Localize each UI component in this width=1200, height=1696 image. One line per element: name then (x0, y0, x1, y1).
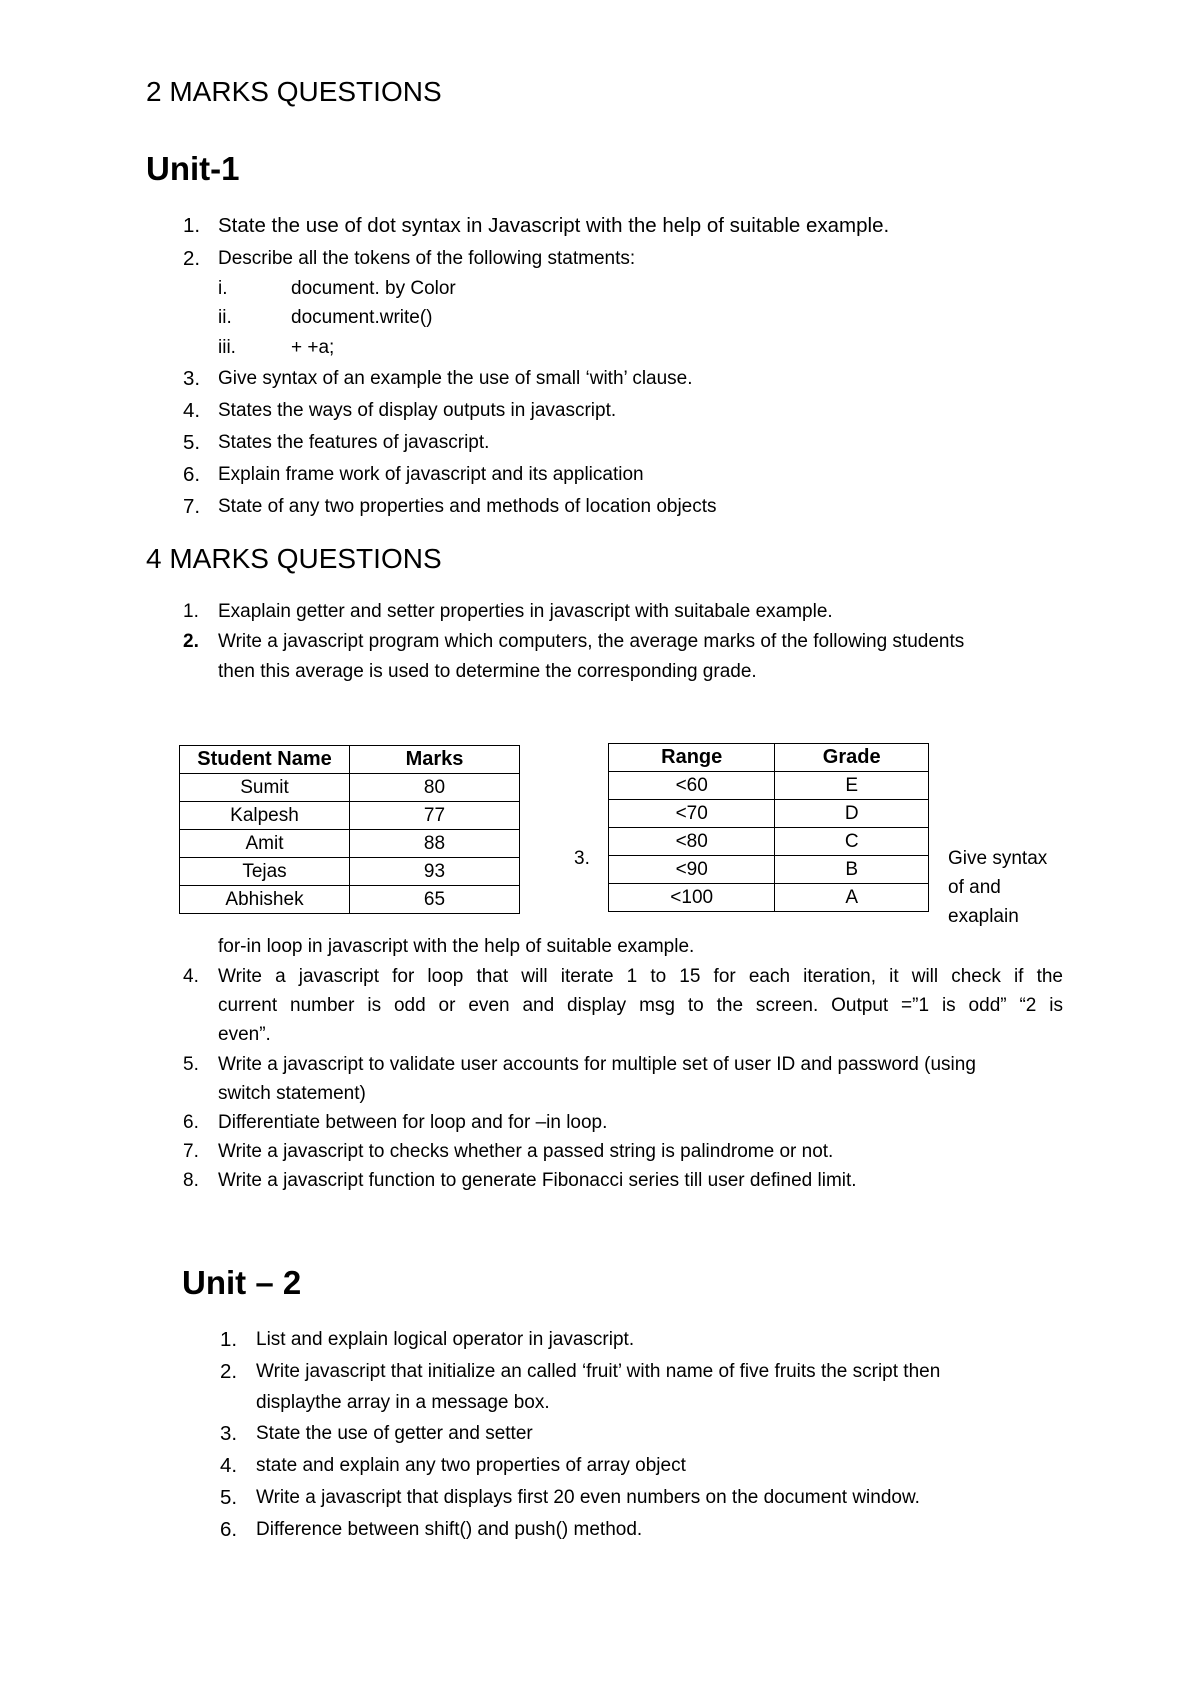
table-cell: <70 (609, 800, 775, 828)
table-cell: E (775, 772, 929, 800)
table-cell: 77 (350, 802, 520, 830)
two-marks-question-7: 7. State of any two properties and methods of location objects (183, 495, 717, 518)
table-row (609, 800, 929, 828)
table-row (180, 802, 520, 830)
table-cell: B (775, 856, 929, 884)
table-cell: D (775, 800, 929, 828)
question-3-side-text-1: Give syntax (948, 848, 1048, 869)
table-row (180, 774, 520, 802)
table-row (609, 828, 929, 856)
table-cell: <80 (609, 828, 775, 856)
table-row (609, 856, 929, 884)
table-cell: 93 (350, 858, 520, 886)
token-subitem-1: i. document. by Color (218, 278, 456, 299)
four-marks-question-1: 1. Exaplain getter and setter properties in javascript with suitabale example. (183, 601, 833, 622)
four-marks-question-2: 2. Write a javascript program which computers, the average marks of the following students then this average is used to determine the corresponding grade. (183, 631, 965, 682)
table-cell: Kalpesh (180, 802, 350, 830)
table-cell: C (775, 828, 929, 856)
token-subitem-2: ii. document.write() (218, 307, 433, 328)
four-marks-heading: 4 MARKS QUESTIONS (146, 543, 442, 574)
table-header-row (180, 746, 520, 774)
token-subitem-3: iii. + +a; (218, 337, 335, 358)
table-header-cell: Range (609, 744, 775, 772)
two-marks-heading: 2 MARKS QUESTIONS (146, 76, 442, 107)
table-row (180, 886, 520, 914)
table-cell: <100 (609, 884, 775, 912)
table-cell: <90 (609, 856, 775, 884)
grade-range-table (608, 743, 929, 912)
unit2-heading: Unit – 2 (182, 1264, 302, 1301)
four-marks-question-7: 7. Write a javascript to checks whether a passed string is palindrome or not. (183, 1141, 834, 1162)
table-cell: Tejas (180, 858, 350, 886)
table-cell: 65 (350, 886, 520, 914)
table-cell: 88 (350, 830, 520, 858)
table-header-row (609, 744, 929, 772)
four-marks-question-4: 4. Write a javascript for loop that will iterate 1 to 15 for each iteration, it will check if the current number is odd or even and display msg to the screen. Output =”1 is odd” “2 is even”. (183, 966, 1063, 1045)
two-marks-question-3: 3. Give syntax of an example the use of small ‘with’ clause. (183, 367, 693, 390)
table-cell: Amit (180, 830, 350, 858)
unit2-question-3: 3. State the use of getter and setter (220, 1422, 533, 1445)
table-cell: Abhishek (180, 886, 350, 914)
table-header-cell: Marks (350, 746, 520, 774)
four-marks-question-8: 8. Write a javascript function to generate Fibonacci series till user defined limit. (183, 1170, 857, 1191)
two-marks-question-2: 2. Describe all the tokens of the following statments: (183, 247, 636, 270)
table-cell: 80 (350, 774, 520, 802)
table-header-cell: Grade (775, 744, 929, 772)
unit2-question-1: 1. List and explain logical operator in javascript. (220, 1328, 635, 1351)
students-marks-table (179, 745, 520, 914)
table-row (180, 830, 520, 858)
two-marks-question-5: 5. States the features of javascript. (183, 431, 490, 454)
four-marks-question-5: 5. Write a javascript to validate user accounts for multiple set of user ID and password (using switch statement) (183, 1054, 976, 1104)
unit2-question-5: 5. Write a javascript that displays first 20 even numbers on the document window. (220, 1486, 920, 1509)
question-3-side-text-2: of and (948, 877, 1001, 898)
two-marks-question-6: 6. Explain frame work of javascript and its application (183, 463, 644, 486)
question-3-continuation: for-in loop in javascript with the help of suitable example. (218, 936, 695, 957)
four-marks-question-3-number: 3. (574, 848, 590, 869)
table-row (180, 858, 520, 886)
unit1-heading: Unit-1 (146, 150, 240, 187)
table-cell: A (775, 884, 929, 912)
table-row (609, 884, 929, 912)
unit2-question-6: 6. Difference between shift() and push() method. (220, 1518, 643, 1541)
question-3-side-text-3: exaplain (948, 906, 1019, 927)
table-row (609, 772, 929, 800)
unit2-question-4: 4. state and explain any two properties of array object (220, 1454, 686, 1477)
two-marks-question-1: 1. State the use of dot syntax in Javascript with the help of suitable example. (183, 214, 890, 237)
unit2-question-2: 2. Write javascript that initialize an called ‘fruit’ with name of five fruits the script then displaythe array in a message box. (220, 1360, 941, 1413)
table-cell: Sumit (180, 774, 350, 802)
two-marks-question-4: 4. States the ways of display outputs in javascript. (183, 399, 617, 422)
table-cell: <60 (609, 772, 775, 800)
table-header-cell: Student Name (180, 746, 350, 774)
four-marks-question-6: 6. Differentiate between for loop and for –in loop. (183, 1112, 608, 1133)
